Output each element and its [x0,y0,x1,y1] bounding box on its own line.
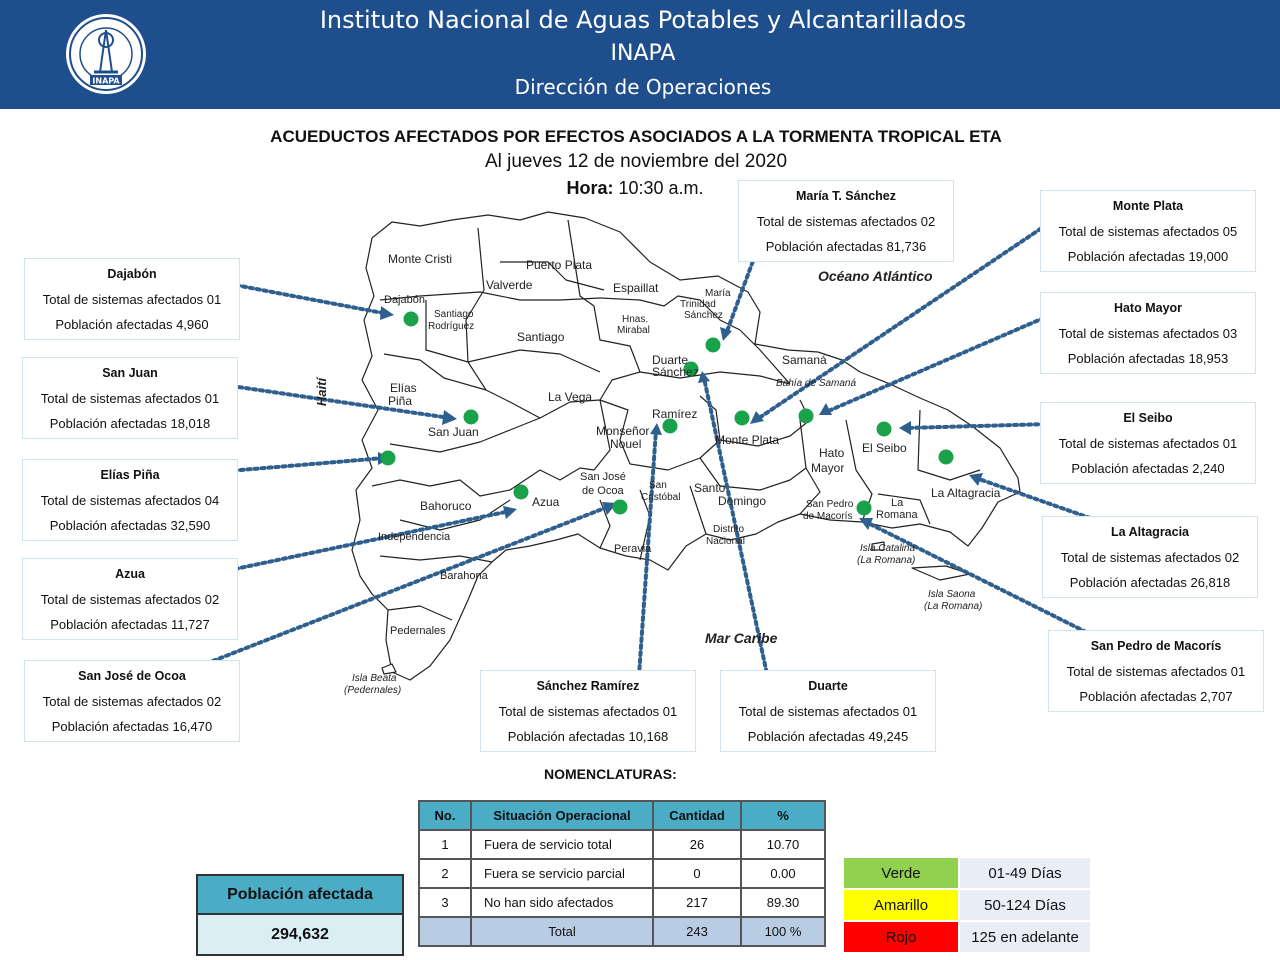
box-systems: Total de sistemas afectados 01 [498,704,678,719]
cell-total-percent: 100 % [741,917,825,946]
map-label-san-jose: San José [580,471,626,483]
cell-situacion: No han sido afectados [471,888,653,917]
info-box-sanchez-ramirez [480,670,696,752]
cell-total-cantidad: 243 [653,917,741,946]
map-label-puerto-plata: Puerto Plata [526,258,593,272]
map-label-cristobal: Cristóbal [641,492,681,503]
map-label-santo: Santo [694,481,726,495]
map-label-domingo: Domingo [718,494,767,508]
map-label-la-romana-2: (La Romana) [924,601,983,612]
box-systems: Total de sistemas afectados 04 [40,493,220,508]
cell-percent: 0.00 [741,859,825,888]
marker-san-juan[interactable] [464,410,479,425]
map-label-dajabon: Dajabón [384,294,425,306]
box-population: Población afectadas 19,000 [1067,249,1229,264]
map-label-rodriguez: Rodríguez [428,321,475,332]
map-label-samana: Samaná [782,353,827,367]
cell-situacion: Fuera se servicio parcial [471,859,653,888]
marker-san-pedro-de-macoris[interactable] [857,501,872,516]
map-label-la: La [891,497,904,509]
box-population: Población afectadas 2,240 [1071,461,1225,476]
time-label: Hora: [566,178,614,198]
map-label-independencia: Independencia [378,531,451,543]
box-systems: Total de sistemas afectados 01 [40,391,220,406]
box-population: Población afectadas 11,727 [50,617,210,632]
box-name: María T. Sánchez [795,189,897,203]
table-header-row [419,801,825,830]
table-total-row [419,917,825,946]
cell-cantidad: 26 [653,830,741,859]
nomenclature-title: NOMENCLATURAS: [544,766,677,782]
map-label-la-vega: La Vega [548,390,593,404]
cell-no: 3 [419,888,471,917]
map-label-mirabal: Mirabal [617,325,650,336]
info-box-duarte [720,670,936,752]
box-population: Población afectadas 4,960 [55,317,209,332]
box-systems: Total de sistemas afectados 02 [1060,550,1240,565]
map-label-distrito: Distrito [713,524,745,535]
map-label-santiago: Santiago [517,330,565,344]
cell-percent: 89.30 [741,888,825,917]
legend-color-verde: Verde [843,857,959,889]
map-label-mar-caribe: Mar Caribe [705,630,778,646]
legend-row [843,857,1091,889]
box-population: Población afectadas 49,245 [747,729,909,744]
map-label-la-altagracia: La Altagracia [931,486,1001,500]
marker-el-seibo[interactable] [877,422,892,437]
info-box-maria-t-sanchez [738,180,954,262]
box-systems: Total de sistemas afectados 02 [756,214,936,229]
map-label-sanchez-2: Sánchez [652,365,699,379]
cell-no: 2 [419,859,471,888]
box-name: San Pedro de Macorís [1090,639,1222,653]
box-population: Población afectadas 26,818 [1069,575,1231,590]
box-name: Elías Piña [100,468,160,482]
info-box-san-pedro-de-macoris [1048,630,1264,712]
box-name: El Seibo [1123,411,1173,425]
cell-situacion: Fuera de servicio total [471,830,653,859]
box-systems: Total de sistemas afectados 02 [40,592,220,607]
marker-azua[interactable] [514,485,529,500]
population-summary [196,874,404,956]
map-label-peravia: Peravia [614,543,652,555]
box-systems: Total de sistemas afectados 01 [1066,664,1246,679]
map-label-pina: Piña [388,394,413,408]
map-label-hnas: Hnas. [622,314,649,325]
map-label-maria: María [705,288,731,299]
legend-color-rojo: Rojo [843,921,959,953]
map-label-bahoruco: Bahoruco [420,499,472,513]
map-label-mayor: Mayor [811,461,845,475]
header-cantidad: Cantidad [653,801,741,830]
map-label-san: San [649,480,667,491]
info-box-el-seibo [1040,402,1256,484]
info-box-san-juan [22,357,238,439]
box-name: Azua [115,567,145,581]
legend-range: 01-49 Días [959,857,1091,889]
map-label-haiti: Haití [314,377,330,407]
map-label-pedernales-2: (Pedernales) [344,685,402,696]
nomenclature-table [418,800,826,947]
table-row [419,859,825,888]
map-label-sanchez-1: Sánchez [684,310,723,321]
map-label-ramirez: Ramírez [652,407,698,421]
box-name: Sánchez Ramírez [536,679,640,693]
box-name: Duarte [808,679,848,693]
box-population: Población afectadas 32,590 [49,518,211,533]
box-systems: Total de sistemas afectados 01 [42,292,222,307]
map-label-pedernales: Pedernales [390,625,446,637]
marker-elias-pina[interactable] [381,451,396,466]
header-direccion: Dirección de Operaciones [514,75,772,99]
map-label-bahia-samana: Bahía de Samaná [776,378,857,389]
marker-la-altagracia[interactable] [939,450,954,465]
map-label-san-pedro: San Pedro [806,499,854,510]
marker-maria-t-sanchez[interactable] [706,338,721,353]
box-name: La Altagracia [1110,525,1190,539]
map-label-el-seibo: El Seibo [862,441,907,455]
box-population: Población afectadas 81,736 [765,239,927,254]
report-date: Al jueves 12 de noviembre del 2020 [484,151,788,172]
box-population: Población afectadas 18,018 [49,416,211,431]
box-systems: Total de sistemas afectados 01 [1058,436,1238,451]
legend-range: 125 en adelante [959,921,1091,953]
cell-percent: 10.70 [741,830,825,859]
cell-cantidad: 217 [653,888,741,917]
box-population: Población afectadas 18,953 [1067,351,1229,366]
info-box-elias-pina [22,459,238,541]
map-label-duarte: Duarte [652,353,689,367]
info-box-monte-plata [1040,190,1256,272]
map-label-isla-saona: Isla Saona [928,589,976,600]
header-institution: Instituto Nacional de Aguas Potables y Alcantarillados [319,6,967,34]
box-population: Población afectadas 2,707 [1079,689,1233,704]
box-systems: Total de sistemas afectados 01 [738,704,918,719]
time-value: 10:30 a.m. [618,178,704,198]
map-label-isla-beata: Isla Beata [352,673,397,684]
box-name: Dajabón [107,267,157,281]
header-situacion: Situación Operacional [471,801,653,830]
map-label-monte-cristi: Monte Cristi [388,252,453,266]
header-no: No. [419,801,471,830]
header-inapa: INAPA [610,41,676,66]
map-label-san-juan: San Juan [428,425,479,439]
map-label-monsenor: Monseñor [596,424,650,438]
svg-text:INAPA: INAPA [92,76,120,86]
box-name: San José de Ocoa [78,669,186,683]
map-label-nouel: Nouel [610,437,642,451]
cell-no: 1 [419,830,471,859]
table-row [419,830,825,859]
population-label: Población afectada [198,876,402,915]
info-box-azua [22,558,238,640]
map-label-trinidad: Trinidad [680,299,716,310]
marker-monte-plata[interactable] [735,411,750,426]
info-box-san-jose-de-ocoa [24,660,240,742]
map-label-barahona: Barahona [440,570,488,582]
report-title: ACUEDUCTOS AFECTADOS POR EFECTOS ASOCIADOS A LA TORMENTA TROPICAL ETA [270,127,1002,146]
info-box-hato-mayor [1040,292,1256,374]
legend-range: 50-124 Días [959,889,1091,921]
header-percent: % [741,801,825,830]
population-value: 294,632 [198,915,402,954]
cell-total-label: Total [471,917,653,946]
color-legend [842,856,1092,954]
cell-cantidad: 0 [653,859,741,888]
box-name: San Juan [102,366,158,380]
legend-row [843,921,1091,953]
map-label-santiago-r: Santiago [434,309,474,320]
map-label-romana: Romana [876,509,918,521]
marker-dajabon[interactable] [404,312,419,327]
map-label-valverde: Valverde [486,278,533,292]
map-label-de-macoris: de Macorís [803,511,853,522]
legend-row [843,889,1091,921]
map-label-azua: Azua [532,495,560,509]
map-label-espaillat: Espaillat [613,281,659,295]
map-label-hato: Hato [819,446,845,460]
box-systems: Total de sistemas afectados 03 [1058,326,1238,341]
box-name: Hato Mayor [1113,301,1183,315]
info-box-dajabon [24,258,240,340]
map-label-nacional: Nacional [706,536,745,547]
legend-color-amarillo: Amarillo [843,889,959,921]
map-label-elias: Elías [390,381,417,395]
info-box-la-altagracia [1042,516,1258,598]
box-population: Población afectadas 10,168 [507,729,669,744]
marker-san-jose-de-ocoa[interactable] [613,500,628,515]
map-label-oceano-atlantico: Océano Atlántico [818,268,933,284]
box-population: Población afectadas 16,470 [51,719,213,734]
map-label-de-ocoa: de Ocoa [582,485,624,497]
cell-empty [419,917,471,946]
marker-hato-mayor[interactable] [799,409,814,424]
map-label-monte-plata: Monte Plata [715,433,780,447]
box-name: Monte Plata [1112,199,1184,213]
box-systems: Total de sistemas afectados 05 [1058,224,1238,239]
box-systems: Total de sistemas afectados 02 [42,694,222,709]
map-label-la-romana-1: (La Romana) [857,555,916,566]
map-label-isla-catalina: Isla Catalina [860,543,916,554]
table-row [419,888,825,917]
